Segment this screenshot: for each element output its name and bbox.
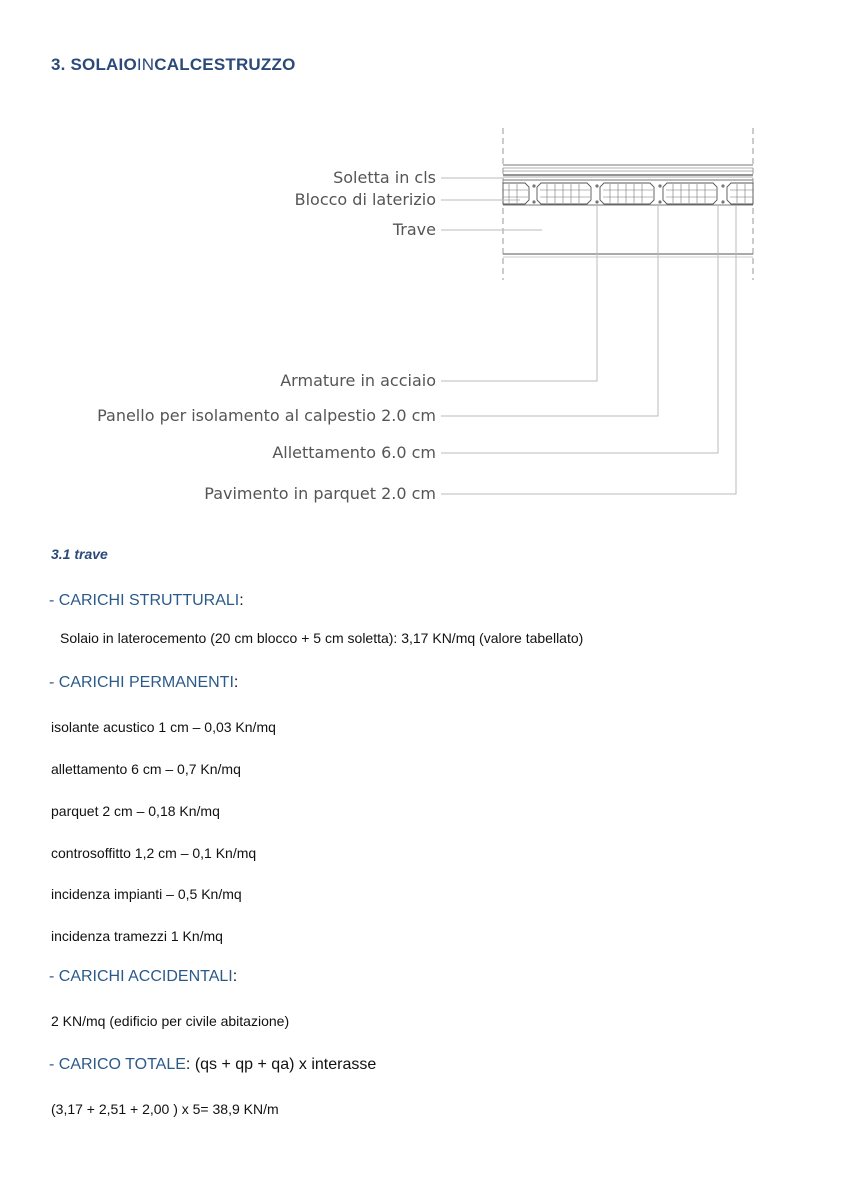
floor-section-diagram [0,0,848,520]
label-trave: Trave [392,220,436,239]
permanenti-item: allettamento 6 cm – 0,7 Kn/mq [51,761,241,777]
label-blocco-laterizio: Blocco di laterizio [294,190,436,209]
permanenti-item: controsoffitto 1,2 cm – 0,1 Kn/mq [51,845,257,861]
totale-text: (3,17 + 2,51 + 2,00 ) x 5= 38,9 KN/m [51,1101,279,1117]
permanenti-item: parquet 2 cm – 0,18 Kn/mq [51,803,220,819]
label-armature: Armature in acciaio [280,371,436,390]
permanenti-item: isolante acustico 1 cm – 0,03 Kn/mq [51,719,276,735]
permanenti-item: incidenza tramezzi 1 Kn/mq [51,928,223,944]
label-panello: Panello per isolamento al calpestio 2.0 cm [97,406,436,425]
section-subheading: 3.1 trave [51,546,108,562]
strutturali-text: Solaio in laterocemento (20 cm blocco + 5 cm soletta): 3,17 KN/mq (valore tabellato) [60,630,584,646]
label-allettamento: Allettamento 6.0 cm [272,443,436,462]
heading-carichi-accidentali: - CARICHI ACCIDENTALI: [49,968,238,985]
permanenti-item: incidenza impianti – 0,5 Kn/mq [51,886,242,902]
heading-carico-totale: - CARICO TOTALE: (qs + qp + qa) x interasse [49,1056,377,1073]
label-soletta: Soletta in cls [333,168,436,187]
heading-carichi-strutturali: - CARICHI STRUTTURALI: [49,592,244,609]
label-pavimento: Pavimento in parquet 2.0 cm [204,484,436,503]
heading-carichi-permanenti: - CARICHI PERMANENTI: [49,674,239,691]
accidentali-text: 2 KN/mq (edificio per civile abitazione) [51,1013,290,1029]
page-title: 3. SOLAIOINCALCESTRUZZO [51,55,296,74]
